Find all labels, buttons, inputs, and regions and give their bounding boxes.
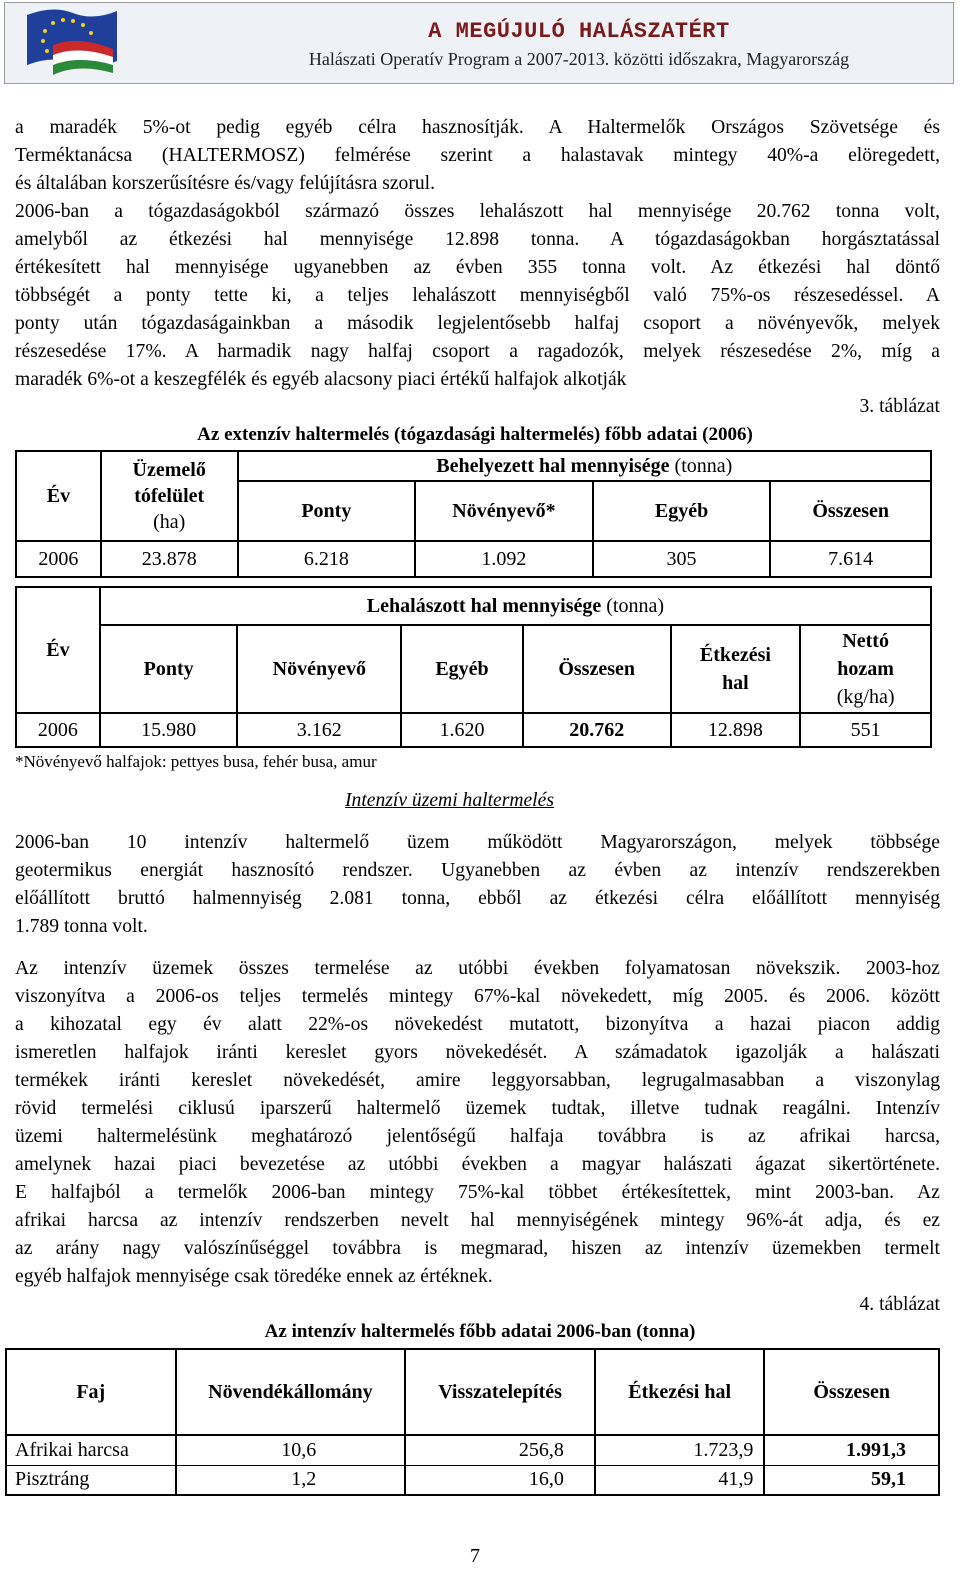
header-other: Egyéb [593, 481, 771, 541]
text-line: amelyből az étkezési hal mennyisége 12.898 tonna. A tógazdaságokban horgásztatással [15, 229, 940, 250]
cell-herbivore: 1.092 [415, 541, 593, 577]
cell-carp: 15.980 [100, 713, 238, 747]
header-other: Egyéb [401, 625, 523, 713]
text-line: E halfajból a termelők 2006-ban mintegy 75%-kal többet értékesítettek, mint 2003-ban. Az [15, 1182, 940, 1203]
text-line: termékek iránti kereslet növekedését, amire leggyorsabban, legrugalmasabban a viszonylag [15, 1070, 940, 1091]
cell-juvenile-stock: 10,6 [176, 1435, 406, 1465]
text-line: az arány nagy valószínűséggel továbbra is megmarad, hiszen az intenzív üzemekben termelt [15, 1238, 940, 1259]
cell-food-fish: 1.723,9 [595, 1435, 765, 1465]
cell-other: 305 [593, 541, 771, 577]
cell-food-fish: 41,9 [595, 1465, 765, 1495]
text-line: ponty után tógazdaságainkban a második legjelentősebb halfaj csoport a növényevők, melyek [15, 313, 940, 334]
table-row [6, 1465, 939, 1495]
text-line: előállított bruttó halmennyiség 2.081 tonna, ebből az étkezési célra előállított mennyiség [15, 888, 940, 909]
cell-juvenile-stock: 1,2 [176, 1465, 406, 1495]
text-line: értékesített hal mennyisége ugyanebben az évben 355 tonna volt. Az étkezési hal döntő [15, 257, 940, 278]
text-line: maradék 6%-ot a keszegfélék és egyéb alacsony piaci értékű halfajok alkotják [15, 369, 627, 390]
header-group-harvested: Lehalászott hal mennyisége (tonna) [100, 587, 931, 625]
text-line: Az intenzív üzemek összes termelése az utóbbi években folyamatosan növekszik. 2003-hoz [15, 958, 940, 979]
header-carp: Ponty [100, 625, 238, 713]
cell-year: 2006 [16, 541, 101, 577]
table-row [16, 713, 931, 747]
page-header [4, 2, 954, 84]
cell-net-yield: 551 [800, 713, 931, 747]
cell-year: 2006 [16, 713, 100, 747]
paragraph-intro [15, 114, 940, 394]
header-area: Üzemelő tófelület (ha) [101, 451, 238, 541]
header-year: Év [16, 587, 100, 713]
cell-total: 59,1 [764, 1465, 939, 1495]
header-year: Év [16, 451, 101, 541]
cell-carp: 6.218 [238, 541, 416, 577]
text-line: 2006-ban a tógazdaságokból származó összes lehalászott hal mennyisége 20.762 tonna volt, [15, 201, 940, 222]
page-number: 7 [470, 1545, 480, 1567]
text-line: üzemi haltermelésünk meghatározó jelentőségű halfaja továbbra is az afrikai harcsa, [15, 1126, 940, 1147]
text-line: ismeretlen halfajok iránti kereslet gyors növekedését. A számadatok igazolják a halászati [15, 1042, 940, 1063]
table-harvested-fish [15, 586, 932, 748]
header-herbivore: Növényevő [237, 625, 401, 713]
header-subtitle: Halászati Operatív Program a 2007-2013. közötti időszakra, Magyarország [308, 49, 850, 69]
table-footnote: *Növényevő halfajok: pettyes busa, fehér busa, amur [15, 752, 377, 771]
cell-restocking: 256,8 [405, 1435, 595, 1465]
cell-restocking: 16,0 [405, 1465, 595, 1495]
header-herbivore: Növényevő* [415, 481, 593, 541]
text-line: részesedése 17%. A harmadik nagy halfaj csoport a ragadozók, melyek részesedése 2%, míg a [15, 341, 940, 362]
text-line: viszonyítva a 2006-os teljes termelés mintegy 67%-kal növekedett, míg 2005. és 2006. között [15, 986, 940, 1007]
header-total: Összesen [523, 625, 671, 713]
header-total: Összesen [770, 481, 931, 541]
table-caption: Az intenzív haltermelés főbb adatai 2006-ban (tonna) [264, 1321, 696, 1342]
text-line: Terméktanácsa (HALTERMOSZ) felmérése szerint a halastavak mintegy 40%-a elöregedett, [15, 145, 940, 166]
header-group-stocked: Behelyezett hal mennyisége (tonna) [238, 451, 931, 481]
table-caption: Az extenzív haltermelés (tógazdasági haltermelés) főbb adatai (2006) [197, 424, 753, 445]
cell-species: Pisztráng [6, 1465, 176, 1495]
header-juvenile-stock: Növendékállomány [176, 1349, 406, 1435]
cell-total: 7.614 [770, 541, 931, 577]
header-species: Faj [6, 1349, 176, 1435]
header-total: Összesen [764, 1349, 939, 1435]
cell-herbivore: 3.162 [237, 713, 401, 747]
text-line: amelynek hazai piaci bevezetése az utóbbi években a magyar halászati ágazat sikertörténete. [15, 1154, 940, 1175]
header-restocking: Visszatelepítés [405, 1349, 595, 1435]
text-line: geotermikus energiát hasznosító rendszer. Ugyanebben az évben az intenzív rendszerekben [15, 860, 940, 881]
text-line: és általában korszerűsítésre és/vagy felújításra szorul. [15, 173, 436, 194]
eu-hungary-flag-logo [23, 5, 121, 85]
table-stocked-fish [15, 450, 932, 578]
text-line: a maradék 5%-ot pedig egyéb célra hasznosítják. A Haltermelők Országos Szövetsége és [15, 117, 940, 138]
cell-other: 1.620 [401, 713, 523, 747]
cell-total: 20.762 [523, 713, 671, 747]
text-line: egyéb halfajok mennyisége csak töredéke ennek az értéknek. [15, 1266, 493, 1287]
cell-food-fish: 12.898 [671, 713, 801, 747]
header-net-yield: Nettó hozam (kg/ha) [800, 625, 931, 713]
header-title: A MEGÚJULÓ HALÁSZATÉRT [428, 19, 730, 44]
table-row [16, 541, 931, 577]
table-intensive-production [5, 1348, 940, 1496]
paragraph-growth [15, 955, 940, 1291]
text-line: rövid termelési ciklusú iparszerű haltermelő üzemek tudtak, illetve tudnak reagálni. Intenzív [15, 1098, 940, 1119]
cell-total: 1.991,3 [764, 1435, 939, 1465]
text-line: a kihozatal egy év alatt 22%-os növekedést mutatott, bizonyítva a hazai piacon addig [15, 1014, 940, 1035]
text-line: többségét a ponty tette ki, a teljes lehalászott mennyiségből való 75%-os részesedéssel. A [15, 285, 940, 306]
table-row [6, 1435, 939, 1465]
text-line: 1.789 tonna volt. [15, 916, 148, 937]
text-line: afrikai harcsa az intenzív rendszerben nevelt hal mennyiségének mintegy 96%-át adja, és ez [15, 1210, 940, 1231]
table-number: 3. táblázat [859, 396, 940, 417]
cell-area: 23.878 [101, 541, 238, 577]
text-line: 2006-ban 10 intenzív haltermelő üzem működött Magyarországon, melyek többsége [15, 832, 940, 853]
cell-species: Afrikai harcsa [6, 1435, 176, 1465]
header-carp: Ponty [238, 481, 416, 541]
section-heading: Intenzív üzemi haltermelés [345, 790, 554, 811]
header-food-fish: Étkezési hal [671, 625, 801, 713]
table-number: 4. táblázat [859, 1294, 940, 1315]
paragraph-intensive [15, 829, 940, 941]
header-food-fish: Étkezési hal [595, 1349, 765, 1435]
